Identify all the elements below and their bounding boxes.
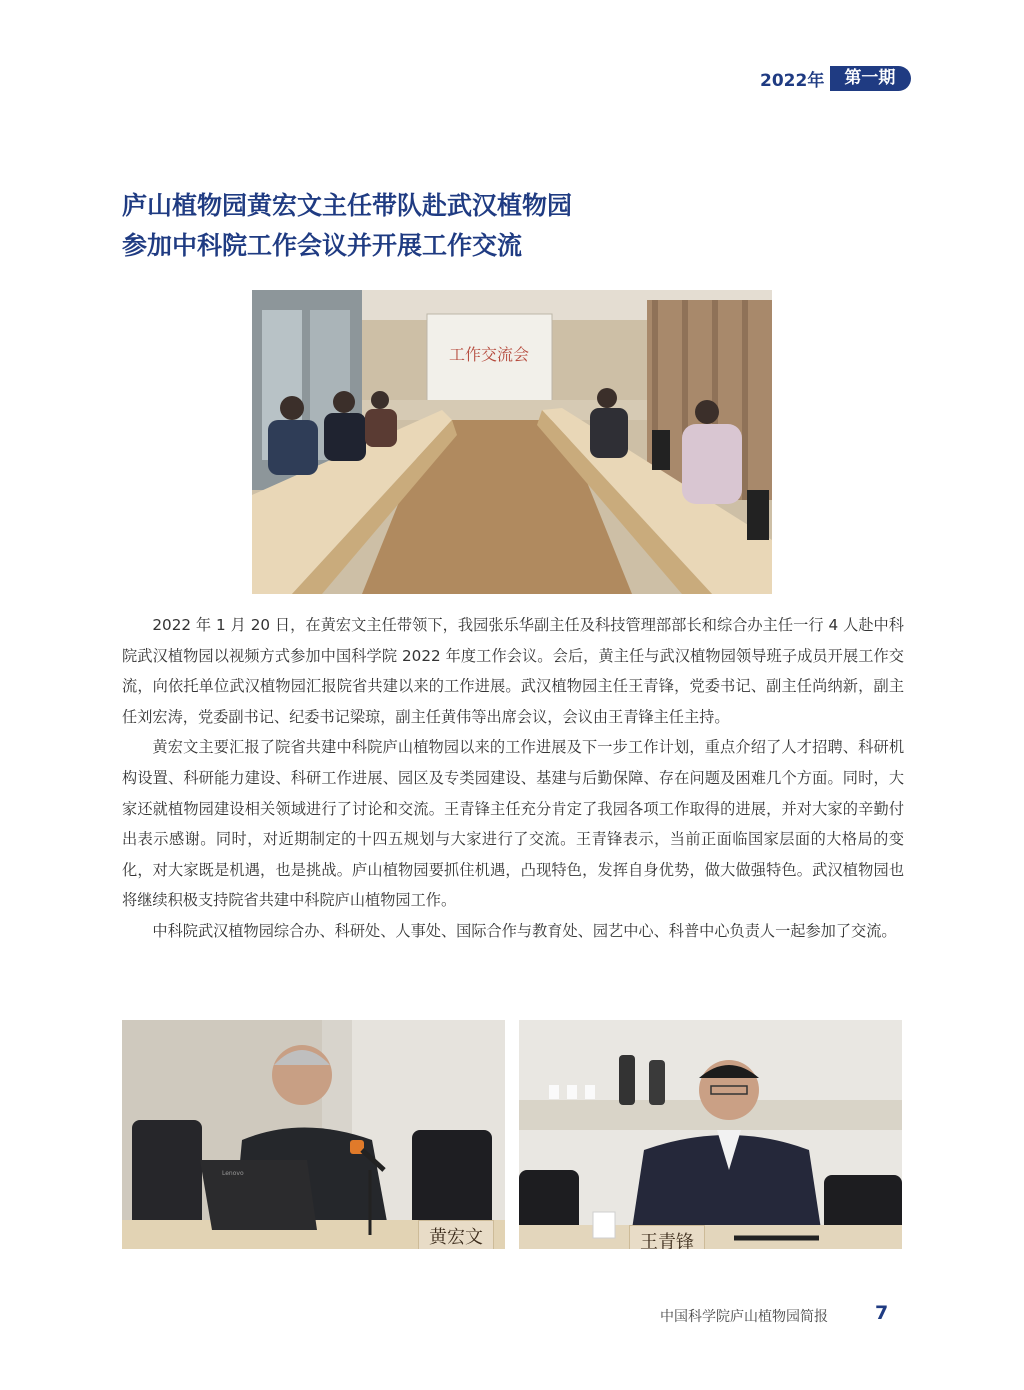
issue-year: 2022年 bbox=[760, 71, 825, 91]
paragraph-2: 黄宏文主要汇报了院省共建中科院庐山植物园以来的工作进展及下一步工作计划，重点介绍了人才招聘、科研机构设置、科研能力建设、科研工作进展、园区及专类园建设、基建与后勤保障、存在问题及困难几个方面。同时，大家还就植物园建设相关领域进行了讨论和交流。王青锋主任充分肯定了我园各项工作取得的进展，并对大家的辛勤付出表示感谢。同时，对近期制定的十四五规划与大家进行了交流。王青锋表示，当前正面临国家层面的大格局的变化，对大家既是机遇，也是挑战。庐山植物园要抓住机遇，凸现特色，发挥自身优势，做大做强特色。武汉植物园也将继续积极支持院省共建中科院庐山植物园工作。 bbox=[122, 738, 904, 910]
nameplate-huang: 黄宏文 bbox=[418, 1220, 494, 1249]
paragraph-3: 中科院武汉植物园综合办、科研处、人事处、国际合作与教育处、园艺中心、科普中心负责人一起参加了交流。 bbox=[152, 921, 897, 940]
article-body bbox=[122, 610, 904, 947]
laptop-brand: Lenovo bbox=[222, 1170, 244, 1177]
title-line-1: 庐山植物园黄宏文主任带队赴武汉植物园 bbox=[122, 191, 573, 220]
page-number: 7 bbox=[875, 1302, 889, 1324]
issue-period: 第一期 bbox=[830, 66, 911, 91]
article-title bbox=[122, 186, 922, 266]
publication-name: 中国科学院庐山植物园简报 bbox=[660, 1309, 828, 1325]
speaker-huang-photo bbox=[122, 1020, 505, 1249]
title-line-2: 参加中科院工作会议并开展工作交流 bbox=[122, 231, 523, 260]
paragraph-1: 2022 年 1 月 20 日，在黄宏文主任带领下，我园张乐华副主任及科技管理部部长和综合办主任一行 4 人赴中科院武汉植物园以视频方式参加中国科学院 2022 年度工作会议。会后，黄主任与武汉植物园领导班子成员开展工作交流，向依托单位武汉植物园汇报院省共建以来的工作进展。武汉植物园主任王青锋，党委书记、副主任尚纳新，副主任刘宏涛，党委副书记、纪委书记梁琼，副主任黄伟等出席会议，会议由王青锋主任主持。 bbox=[122, 616, 904, 726]
nameplate-wang: 王青锋 bbox=[629, 1225, 705, 1249]
screen-text: 工作交流会 bbox=[448, 345, 530, 364]
speaker-wang-photo bbox=[519, 1020, 902, 1249]
meeting-room-photo bbox=[252, 290, 772, 594]
issue-badge bbox=[760, 66, 911, 91]
